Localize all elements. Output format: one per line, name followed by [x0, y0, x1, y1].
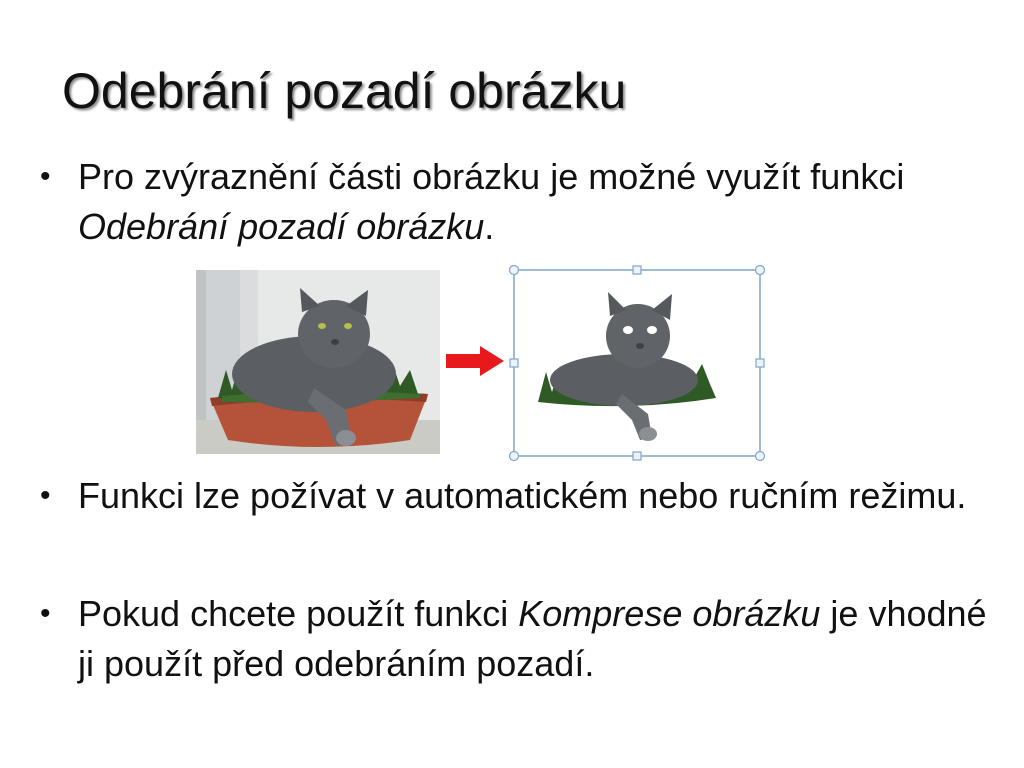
bullet-glyph: • — [40, 597, 51, 630]
bullet-text — [78, 589, 998, 689]
cat-cutout — [538, 292, 716, 441]
bullet-glyph: • — [40, 479, 51, 512]
bullet-text — [78, 152, 998, 252]
bullet-text-emphasis: Odebrání pozadí obrázku — [78, 206, 485, 247]
cat-photo-after[interactable] — [506, 262, 768, 464]
bullet-text-emphasis: Komprese obrázku — [518, 593, 821, 634]
bullet-text-plain: Funkci lze požívat v automatickém nebo ručním režimu. — [78, 475, 967, 516]
bullet-text-tail: . — [484, 206, 495, 247]
bullet-text-tail: je vhodné ji použít před odebráním pozadí. — [78, 593, 987, 684]
bullet-glyph: • — [40, 160, 51, 193]
bullet-text-plain: Pokud chcete použít funkci — [78, 593, 519, 634]
arrow-right-icon — [444, 344, 506, 378]
bullet-text-plain: Pro zvýraznění části obrázku je možné využít funkci — [78, 156, 905, 197]
cat-photo-before — [196, 270, 440, 454]
slide-title: Odebrání pozadí obrázku — [62, 63, 627, 119]
bullet-text — [78, 471, 998, 521]
